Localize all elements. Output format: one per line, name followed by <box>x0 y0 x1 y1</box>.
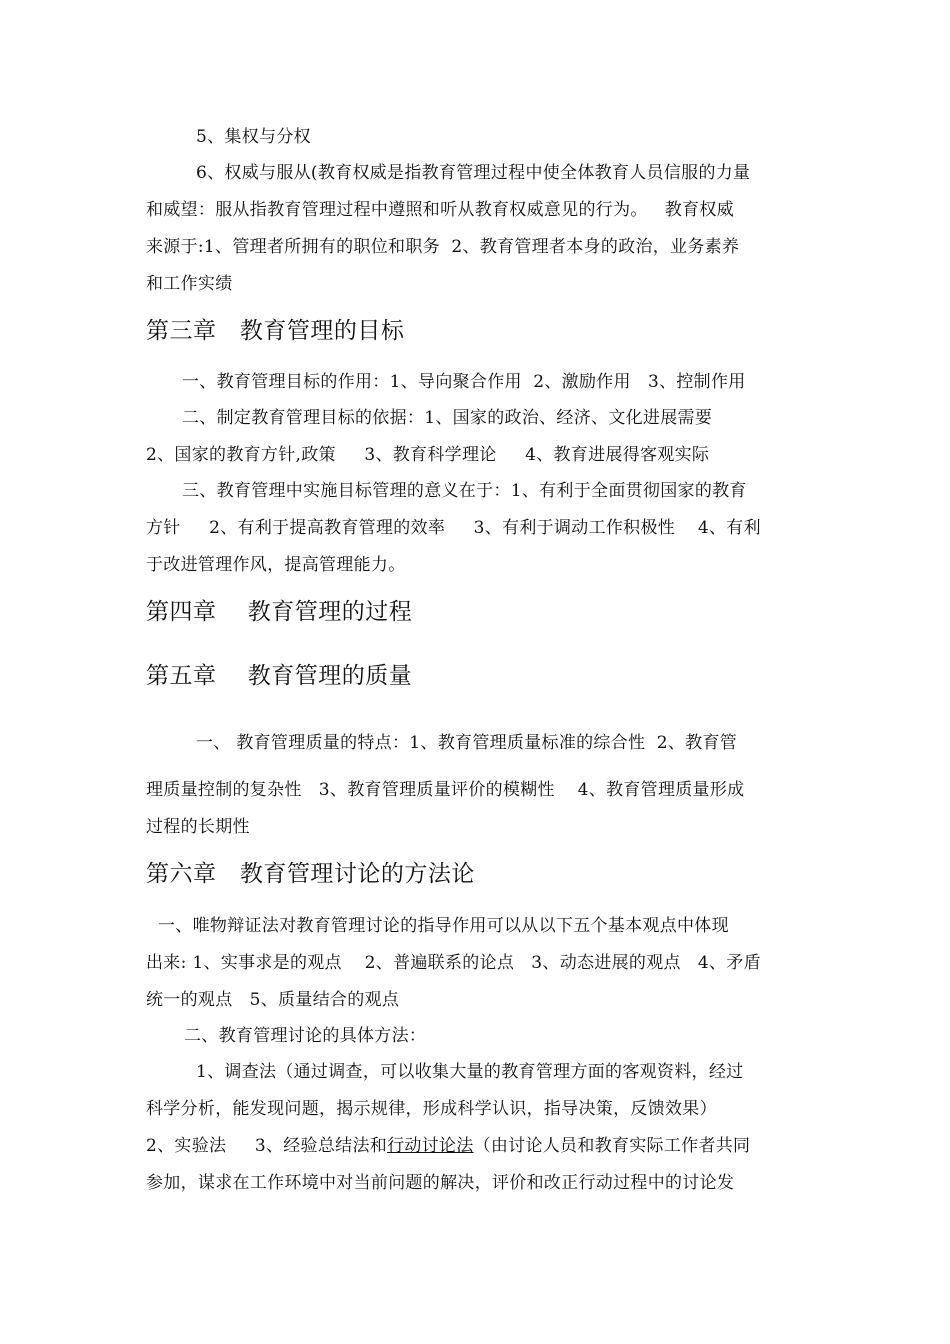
text-line: 一、唯物辩证法对教育管理讨论的指导作用可以从以下五个基本观点中体现 <box>158 916 729 936</box>
text-line: 1、调查法（通过调查，可以收集大量的教育管理方面的客观资料，经过 <box>196 1062 744 1082</box>
underlined-term: 行动讨论法 <box>387 1136 474 1156</box>
text-line: 科学分析，能发现问题，揭示规律，形成科学认识，指导决策，反馈效果） <box>146 1099 717 1119</box>
text-line: 三、教育管理中实施目标管理的意义在于：1、有利于全面贯彻国家的教育 <box>182 481 747 501</box>
text-line: 和工作实绩 <box>146 274 233 294</box>
text-line: 5、集权与分权 <box>196 127 311 147</box>
text-line <box>146 1135 750 1157</box>
text-line: 参加，谋求在工作环境中对当前问题的解决，评价和改正行动过程中的讨论发 <box>146 1173 735 1193</box>
text-line: 一、教育管理目标的作用：1、导向聚合作用 2、激励作用 3、控制作用 <box>182 372 746 392</box>
chapter-heading: 第六章 教育管理讨论的方法论 <box>146 861 475 887</box>
text-line: 出来: 1、实事求是的观点 2、普遍联系的论点 3、动态进展的观点 4、矛盾 <box>146 953 761 973</box>
text-line: 一、 教育管理质量的特点：1、教育管理质量标准的综合性 2、教育管 <box>196 733 738 753</box>
text-line: 2、国家的教育方针,政策 3、教育科学理论 4、教育进展得客观实际 <box>146 445 710 465</box>
text-line: 统一的观点 5、质量结合的观点 <box>146 990 400 1010</box>
text-line: 于改进管理作风，提高管理能力。 <box>146 555 406 575</box>
text-line: 理质量控制的复杂性 3、教育管理质量评价的模糊性 4、教育管理质量形成 <box>146 780 745 800</box>
text-line: 过程的长期性 <box>146 817 250 837</box>
text-segment: （由讨论人员和教育实际工作者共同 <box>473 1136 751 1156</box>
text-line: 二、制定教育管理目标的依据：1、国家的政治、经济、文化进展需要 <box>182 408 713 428</box>
text-line: 6、权威与服从(教育权威是指教育管理过程中使全体教育人员信服的力量 <box>196 163 751 183</box>
text-segment: 2、实验法 3、经验总结法和 <box>146 1136 388 1156</box>
chapter-heading: 第五章 教育管理的质量 <box>146 663 413 689</box>
chapter-heading: 第四章 教育管理的过程 <box>146 599 413 625</box>
chapter-heading: 第三章 教育管理的目标 <box>146 318 405 344</box>
text-line: 方针 2、有利于提高教育管理的效率 3、有利于调动工作积极性 4、有利 <box>146 518 761 538</box>
text-line: 来源于:1、管理者所拥有的职位和职务 2、教育管理者本身的政治，业务素养 <box>146 237 740 257</box>
text-line: 二、教育管理讨论的具体方法： <box>184 1026 427 1046</box>
text-line: 和威望：服从指教育管理过程中遵照和听从教育权威意见的行为。 教育权威 <box>146 200 735 220</box>
